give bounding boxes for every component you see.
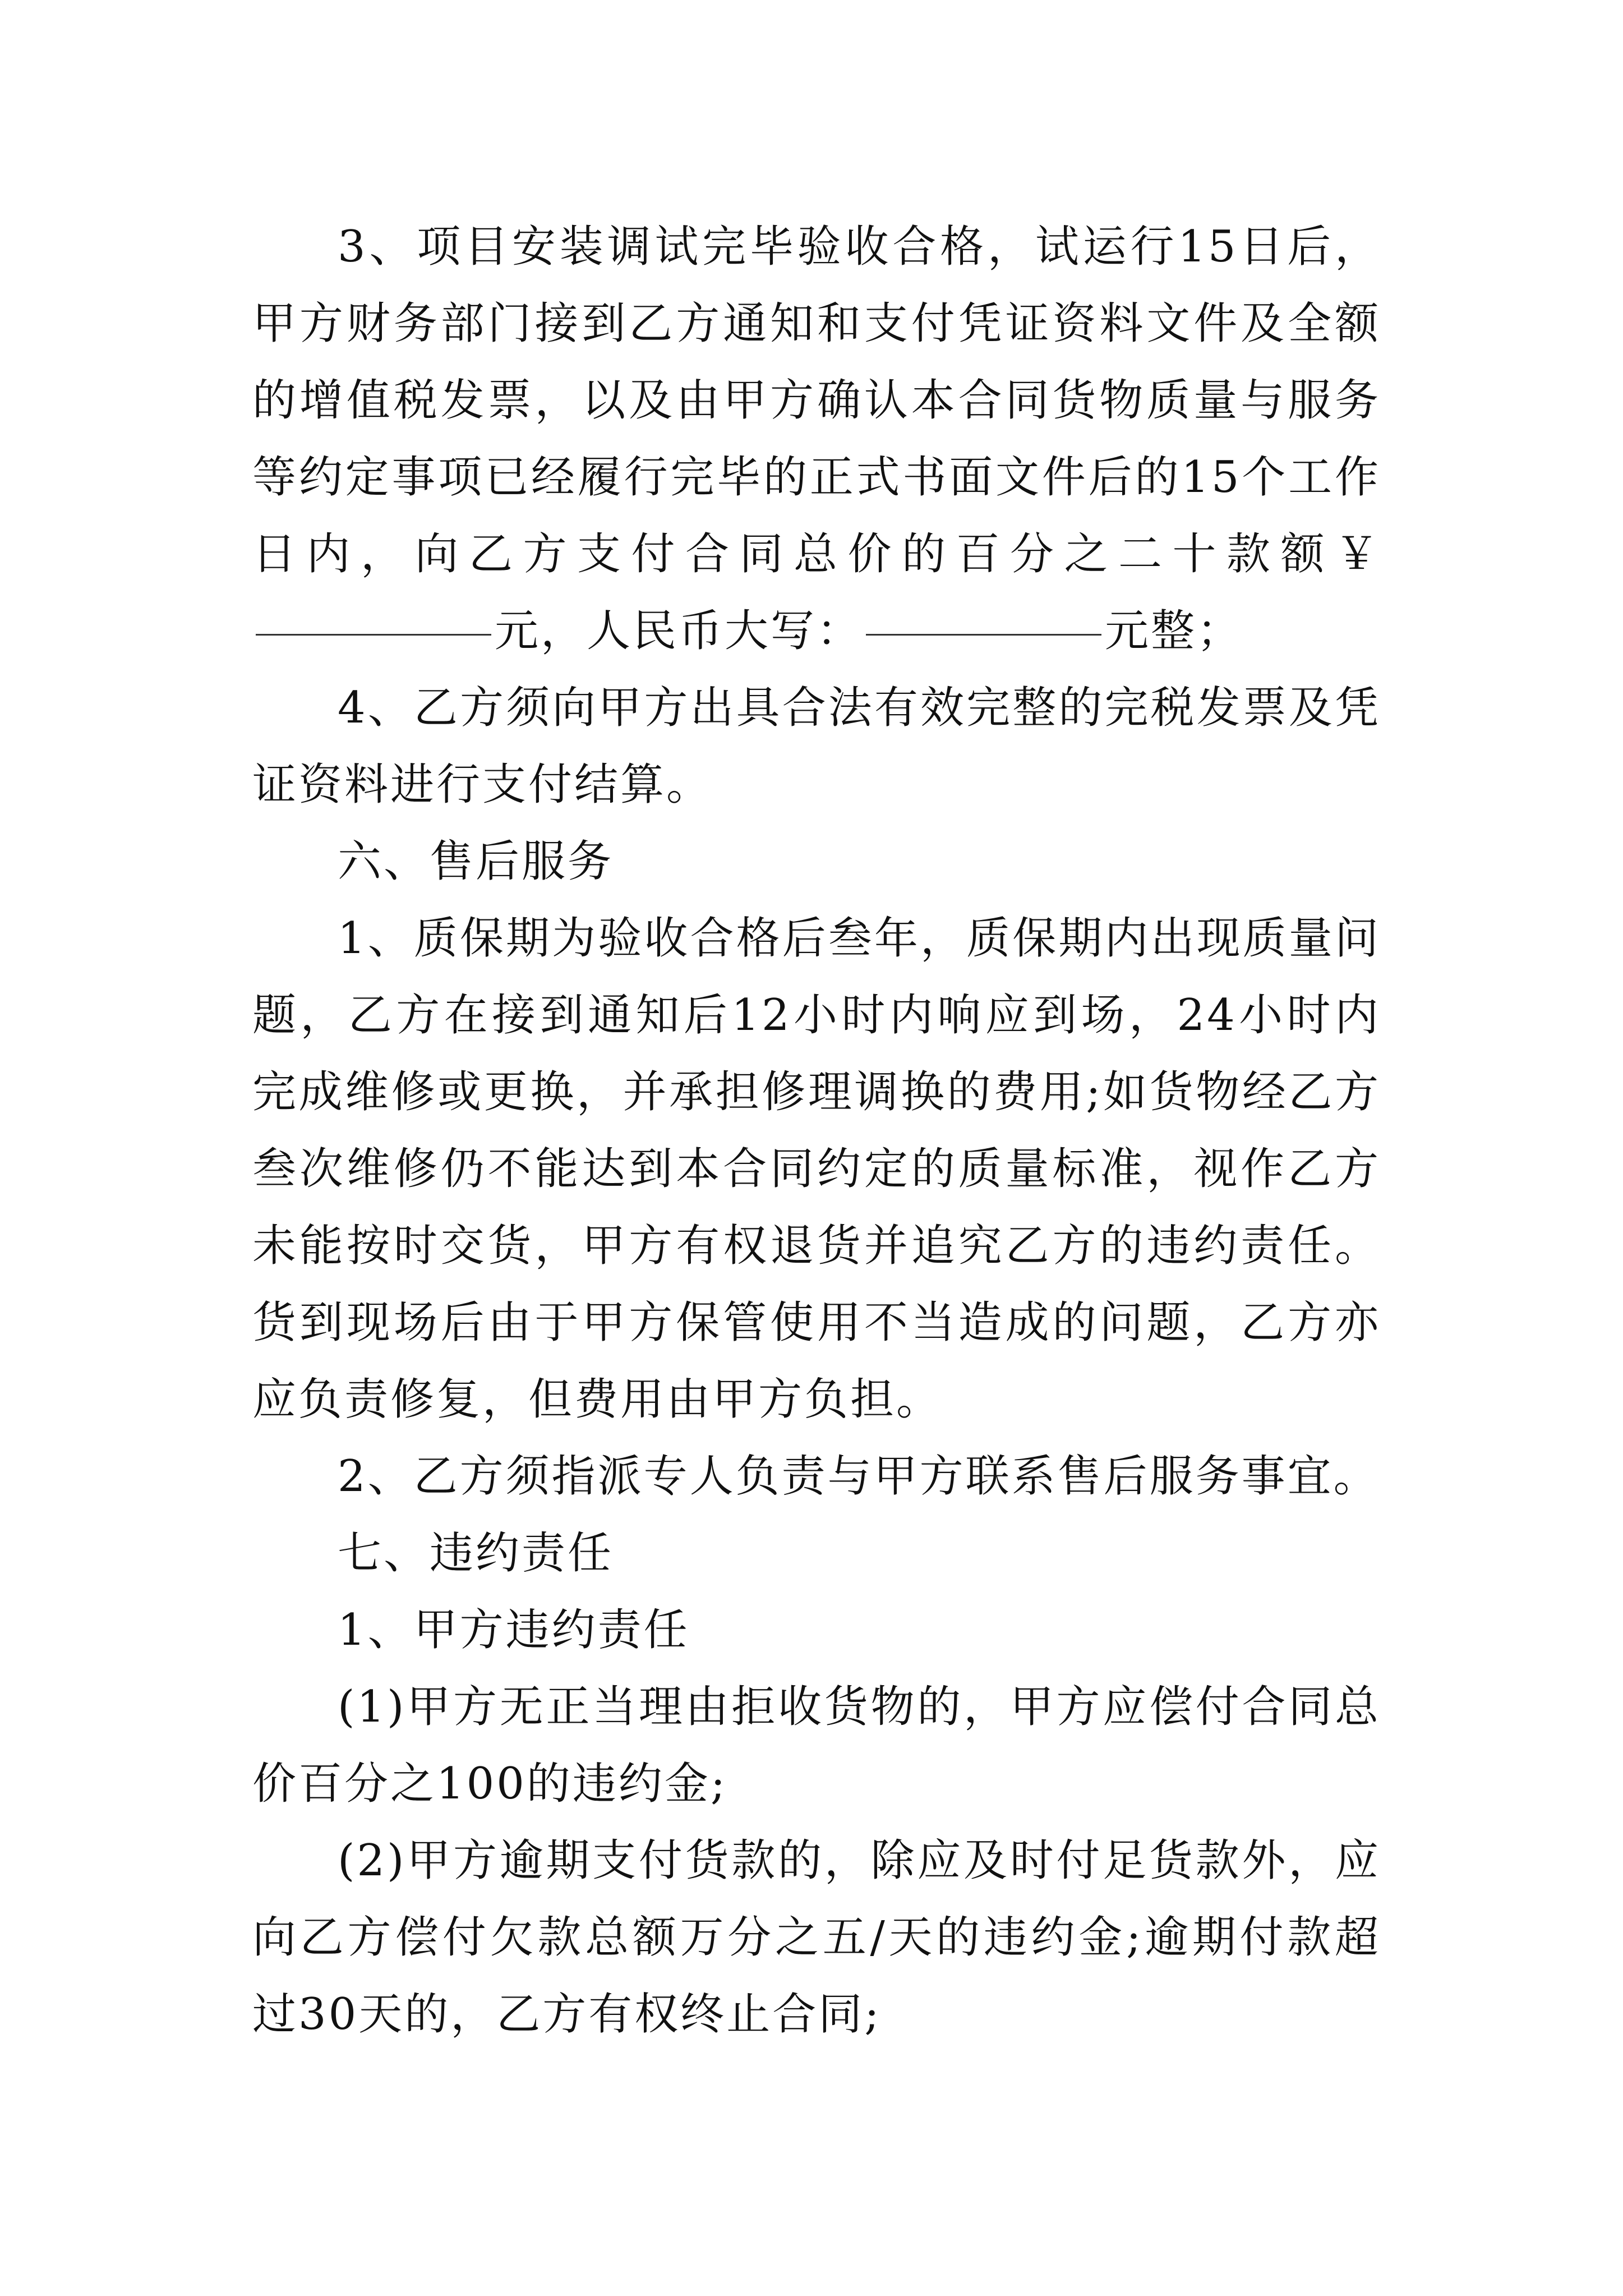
paragraph-breach-1: 1、甲方违约责任 [338, 1605, 690, 1655]
heading-breach-liability: 七、违约责任 [338, 1528, 614, 1579]
amount-blank [256, 633, 491, 636]
payment-3-text-2: 元，人民币大写： [495, 606, 863, 656]
amount-in-words-blank [866, 633, 1101, 636]
paragraph-payment-3 [252, 209, 1381, 670]
heading-after-sales-service: 六、售后服务 [338, 836, 614, 887]
document-body [252, 209, 1381, 2053]
payment-3-text-1: 3、项目安装调试完毕验收合格，试运行15日后，甲方财务部门接到乙方通知和支付凭证资料文件及全额的增值税发票，以及由甲方确认本合同货物质量与服务等约定事项已经履行完毕的正式书面文件后的15个工作日内，向乙方支付合同总价的百分之二十款额￥ [252, 222, 1381, 579]
payment-3-text-3: 元整； [1105, 606, 1243, 656]
paragraph-breach-1-2: (2)甲方逾期支付货款的，除应及时付足货款外，应向乙方偿付欠款总额万分之五/天的违约金;逾期付款超过30天的，乙方有权终止合同; [252, 1835, 1381, 2040]
paragraph-service-1: 1、质保期为验收合格后叁年，质保期内出现质量问题，乙方在接到通知后12小时内响应到场，24小时内完成维修或更换，并承担修理调换的费用;如货物经乙方叁次维修仍不能达到本合同约定的质量标准，视作乙方未能按时交货，甲方有权退货并追究乙方的违约责任。货到现场后由于甲方保管使用不当造成的问题，乙方亦应负责修复，但费用由甲方负担。 [252, 913, 1381, 1425]
paragraph-service-2: 2、乙方须指派专人负责与甲方联系售后服务事宜。 [338, 1451, 1380, 1502]
paragraph-payment-4: 4、乙方须向甲方出具合法有效完整的完税发票及凭证资料进行支付结算。 [252, 683, 1381, 810]
paragraph-breach-1-1: (1)甲方无正当理由拒收货物的，甲方应偿付合同总价百分之100的违约金; [252, 1682, 1381, 1809]
